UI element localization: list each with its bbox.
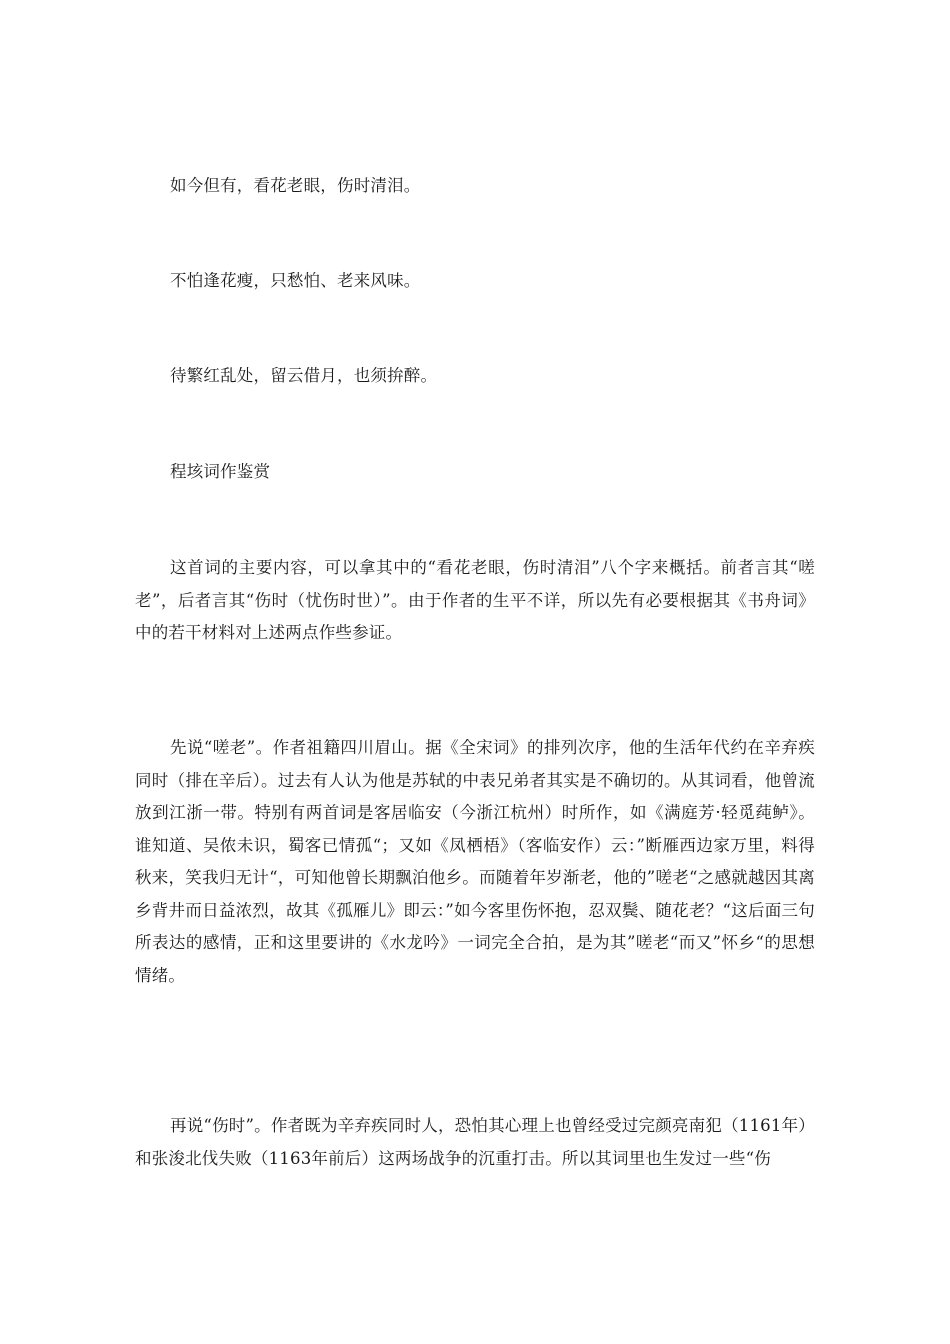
poem-line-2: 不怕逢花瘦，只愁怕、老来风味。	[170, 271, 421, 290]
section-heading: 程垓词作鉴赏	[170, 462, 271, 481]
body-paragraph-shangshi: 再说“伤时”。作者既为辛弃疾同时人，恐怕其心理上也曾经受过完颜亮南犯（1161年）和张浚北伐失败（1163年前后）这两场战争的沉重打击。所以其词里也生发过一些“伤	[135, 1116, 815, 1168]
body-paragraph-jielao: 先说“嗟老”。作者祖籍四川眉山。据《全宋词》的排列次序，他的生活年代约在辛弃疾同时（排在辛后）。过去有人认为他是苏轼的中表兄弟者其实是不确切的。从其词看，他曾流放到江浙一带。特别有两首词是客居临安（今浙江杭州）时所作，如《满庭芳·轻觅莼鲈》。谁知道、吴侬未识，蜀客已情孤“；又如《凤栖梧》（客临安作）云：”断雁西边家万里，料得秋来，笑我归无计“，可知他曾长期飘泊他乡。而随着年岁渐老，他的”嗟老“之感就越因其离乡背井而日益浓烈，故其《孤雁儿》即云：”如今客里伤怀抱，忍双鬓、随花老？“这后面三句所表达的感情，正和这里要讲的《水龙吟》一词完全合拍，是为其”嗟老“而又”怀乡“的思想情绪。	[135, 738, 815, 985]
poem-line-1: 如今但有，看花老眼，伤时清泪。	[170, 176, 421, 195]
body-paragraph-intro: 这首词的主要内容，可以拿其中的“看花老眼，伤时清泪”八个字来概括。前者言其“嗟老”，后者言其“伤时（忧伤时世）”。由于作者的生平不详，所以先有必要根据其《书舟词》中的若干材料对上述两点作些参证。	[135, 558, 815, 642]
poem-line-3: 待繁红乱处，留云借月，也须拚醉。	[170, 366, 438, 385]
